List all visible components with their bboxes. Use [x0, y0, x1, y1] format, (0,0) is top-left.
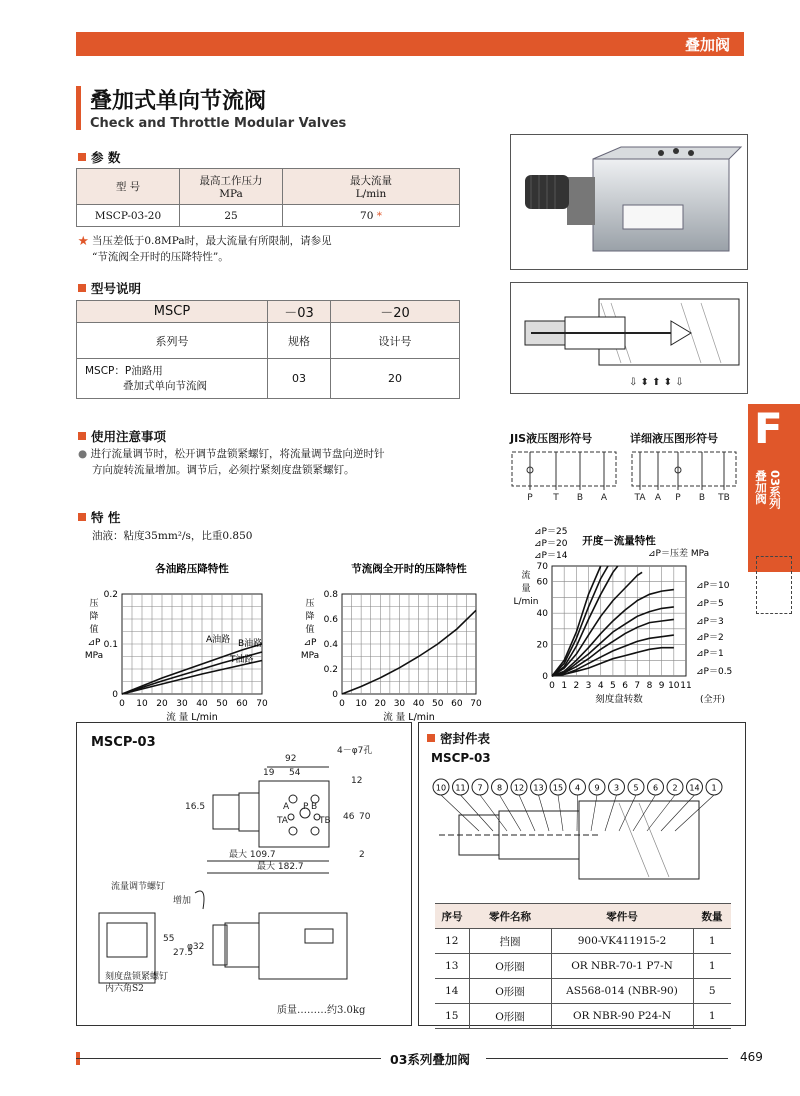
- table-row: 15 O形圈 OR NBR-90 P24-N 1: [435, 1004, 731, 1029]
- y-tick-label: 70: [536, 562, 548, 572]
- col-spec: 规格: [268, 323, 331, 359]
- x-tick-label: 2: [573, 681, 580, 691]
- table-row: 12 挡圈 900-VK411915-2 1: [435, 929, 731, 954]
- y-tick-label: 0.8: [323, 590, 338, 600]
- dims-title: MSCP-03: [91, 735, 156, 750]
- port-b: B: [311, 802, 318, 812]
- part-balloon-label: 9: [594, 783, 600, 793]
- y-axis-label: 流量 L/min: [513, 571, 539, 607]
- label-dial-screw: 刻度盘锁紧螺钉: [105, 972, 169, 982]
- x-tick-label: 20: [374, 699, 387, 709]
- detail-symbol-title: 详细液压图形符号: [630, 432, 718, 445]
- dim-46: 46: [343, 812, 355, 822]
- leader-line: [619, 795, 636, 831]
- x-extra-label: (全开): [700, 695, 726, 705]
- x-tick-label: 20: [156, 699, 168, 709]
- y-axis-label: 压降值⊿P MPa: [84, 599, 104, 661]
- x-tick-label: 9: [658, 681, 665, 691]
- leader-line: [577, 795, 578, 831]
- y-tick-label: 0: [112, 690, 118, 700]
- x-tick-label: 60: [236, 699, 248, 709]
- leader-line: [519, 795, 535, 831]
- x-tick-label: 50: [431, 699, 444, 709]
- series-label: ⊿P＝10: [696, 581, 730, 591]
- part-balloon-label: 8: [496, 783, 503, 793]
- jis-port-b: B: [576, 493, 584, 503]
- x-tick-label: 0: [119, 699, 125, 709]
- x-tick-label: 10: [355, 699, 367, 709]
- detail-port-ta: TA: [634, 493, 646, 503]
- col-model: 型 号: [77, 169, 180, 205]
- side-series: 03系列: [768, 470, 782, 510]
- part-balloon-label: 6: [652, 783, 659, 793]
- detail-port-b: B: [698, 493, 706, 503]
- x-tick-label: 10: [668, 681, 680, 691]
- part-balloon-label: 4: [574, 783, 581, 793]
- footer-rule-left: [76, 1058, 381, 1059]
- port-tb: TB: [319, 816, 331, 826]
- y-tick-label: 60: [536, 577, 548, 588]
- col-series: 系列号: [77, 323, 268, 359]
- x-tick-label: 4: [597, 681, 604, 691]
- dim-27-5: 27.5: [173, 948, 194, 958]
- section-view-icon: [511, 283, 747, 393]
- jis-port-t: T: [553, 493, 559, 503]
- title-accent: [76, 86, 81, 130]
- leader-line: [461, 795, 494, 831]
- label-adj-screw: 流量调节螺钉: [111, 882, 166, 892]
- leader-line: [661, 795, 695, 831]
- valve-photo-icon: [511, 135, 747, 269]
- side-letter: F: [754, 404, 783, 453]
- val-spec: 03: [268, 359, 331, 399]
- chart-title: 开度－流量特性: [582, 535, 656, 547]
- leader-line: [539, 795, 550, 831]
- opening-flow-chart: [500, 516, 742, 716]
- fluid-note: 油液：粘度35mm²/s，比重0.850: [92, 530, 253, 542]
- cell-pressure: 25: [180, 205, 283, 227]
- dim-19: 19: [263, 768, 275, 778]
- leader-line: [633, 795, 656, 831]
- x-tick-label: 11: [680, 681, 692, 691]
- val-design: 20: [331, 359, 460, 399]
- x-tick-label: 10: [136, 699, 148, 709]
- series-label: ⊿P＝5: [696, 599, 724, 609]
- model-heading: 型号说明: [78, 279, 141, 297]
- y-tick-label: 20: [536, 640, 548, 651]
- model-code: MSCP: [77, 301, 268, 323]
- y-tick-label: 0: [542, 672, 548, 682]
- leader-line: [558, 795, 563, 831]
- part-balloon-label: 2: [672, 783, 678, 793]
- char-heading: 特 性: [78, 508, 120, 526]
- x-tick-label: 40: [196, 699, 208, 709]
- seals-heading: 密封件表: [427, 729, 490, 747]
- model-size: －03: [268, 301, 331, 323]
- series-label: B油路: [238, 639, 263, 649]
- col-design: 设计号: [331, 323, 460, 359]
- cell-flow: 70 *: [283, 205, 460, 227]
- x-tick-label: 5: [610, 681, 616, 691]
- part-balloon-label: 5: [633, 783, 639, 793]
- y-tick-label: 0.4: [323, 640, 338, 650]
- detail-port-p: P: [675, 493, 681, 503]
- series-label: T油路: [230, 655, 254, 665]
- part-balloon-label: 7: [477, 783, 483, 793]
- series-label: ⊿P＝25: [534, 527, 568, 537]
- col-pressure: 最高工作压力 MPa: [180, 169, 283, 205]
- x-tick-label: 70: [256, 699, 268, 709]
- model-table: [76, 300, 460, 399]
- x-axis-label: 刻度盘转数: [595, 694, 643, 705]
- detail-port-tb: TB: [718, 493, 730, 503]
- y-tick-label: 0: [332, 690, 338, 700]
- hydraulic-symbols: [508, 446, 744, 502]
- table-row: 13 O形圈 OR NBR-70-1 P7-N 1: [435, 954, 731, 979]
- x-axis-label: 流 量 L/min: [383, 712, 435, 723]
- svg-text:⇩ ⬍ ⬆ ⬍ ⇩: ⇩ ⬍ ⬆ ⬍ ⇩: [629, 377, 684, 388]
- chart-title: 节流阀全开时的压降特性: [351, 563, 467, 575]
- side-index-box: [756, 556, 792, 614]
- footer-rule-right: [486, 1058, 728, 1059]
- legend-title: ⊿P＝压差 MPa: [648, 549, 710, 559]
- model-desc: MSCP：P油路用 叠加式单向节流阀: [77, 359, 268, 399]
- seals-table: [435, 903, 731, 1029]
- port-p: P: [303, 802, 309, 812]
- leader-line: [675, 795, 714, 831]
- x-tick-label: 30: [393, 699, 406, 709]
- leader-line: [591, 795, 597, 831]
- page-subtitle: Check and Throttle Modular Valves: [90, 116, 347, 131]
- chart-title: 各油路压降特性: [155, 563, 229, 575]
- series-label: ⊿P＝0.5: [696, 667, 733, 677]
- part-balloon-label: 3: [613, 783, 620, 793]
- x-tick-label: 7: [634, 681, 641, 691]
- dim-2: 2: [359, 850, 365, 860]
- section-drawing: [510, 282, 748, 394]
- dimension-drawing: [77, 723, 411, 1025]
- full-open-drop-chart: [290, 556, 490, 723]
- y-axis-label: 压降值⊿P MPa: [300, 599, 320, 661]
- label-hex: 内六角S2: [105, 984, 144, 994]
- caution-heading: 使用注意事项: [78, 427, 166, 445]
- x-tick-label: 40: [412, 699, 425, 709]
- table-row: 14 O形圈 AS568-014 (NBR-90) 5: [435, 979, 731, 1004]
- y-tick-label: 0.6: [323, 615, 338, 625]
- x-tick-label: 0: [549, 681, 555, 691]
- series-label: ⊿P＝1: [696, 649, 724, 659]
- y-tick-label: 40: [536, 609, 548, 620]
- side-tab: [748, 404, 800, 572]
- dim-54: 54: [289, 768, 301, 778]
- x-tick-label: 0: [339, 699, 345, 709]
- series-label: A油路: [206, 635, 231, 645]
- params-table: [76, 168, 460, 227]
- label-mass: 质量………约3.0kg: [277, 1005, 366, 1016]
- jis-symbol-title: JIS液压图形符号: [510, 432, 593, 445]
- part-balloon-label: 10: [435, 783, 447, 793]
- port-a: A: [283, 802, 290, 812]
- product-photo: [510, 134, 748, 270]
- series-line: [552, 566, 618, 676]
- y-tick-label: 0.1: [103, 640, 118, 650]
- x-tick-label: 8: [646, 681, 653, 691]
- jis-port-p: P: [527, 493, 533, 503]
- port-ta: TA: [277, 816, 288, 826]
- dimensions-panel: [76, 722, 412, 1026]
- jis-port-a: A: [600, 493, 608, 503]
- params-heading: 参 数: [78, 148, 120, 166]
- part-balloon-label: 11: [455, 783, 466, 793]
- x-tick-label: 3: [585, 681, 592, 691]
- col-flow: 最大流量 L/min: [283, 169, 460, 205]
- x-tick-label: 30: [176, 699, 188, 709]
- model-set: －20: [331, 301, 460, 323]
- x-tick-label: 6: [622, 681, 628, 691]
- col-qty: 数量: [693, 904, 731, 929]
- dim-92: 92: [285, 754, 297, 764]
- dim-55: 55: [163, 934, 175, 944]
- dim-phi32: φ32: [187, 942, 205, 952]
- x-tick-label: 70: [470, 699, 482, 709]
- col-no: 序号: [435, 904, 469, 929]
- caution-text: ● 进行流量调节时，松开调节盘锁紧螺钉，将流量调节盘向逆时针 方向旋转流量增加。调节后，必须拧紧刻度盘锁紧螺钉。: [78, 448, 385, 476]
- part-balloon-label: 14: [689, 783, 700, 793]
- label-increase: 增加: [173, 896, 192, 906]
- series-label: ⊿P＝3: [696, 617, 724, 627]
- leader-line: [647, 795, 675, 831]
- series-label: ⊿P＝14: [534, 551, 568, 561]
- part-balloon-label: 1: [711, 783, 717, 793]
- x-tick-label: 60: [451, 699, 463, 709]
- footer-series: 03系列叠加阀: [390, 1052, 470, 1067]
- dim-12: 12: [351, 776, 363, 786]
- category-label: 叠加阀: [684, 36, 730, 54]
- dim-16-5: 16.5: [185, 802, 206, 812]
- params-note: ★ 当压差低于0.8MPa时，最大流量有所限制，请参见 “节流阀全开时的压降特性”。: [78, 235, 332, 263]
- x-tick-label: 1: [561, 681, 568, 691]
- y-tick-label: 0.2: [103, 590, 118, 600]
- leader-line: [441, 795, 479, 831]
- dim-holes: 4－φ7孔: [337, 746, 373, 756]
- part-balloon-label: 15: [552, 783, 564, 793]
- detail-port-a: A: [654, 493, 662, 503]
- y-tick-label: 0.2: [323, 665, 338, 675]
- cell-model: MSCP-03-20: [77, 205, 180, 227]
- col-name: 零件名称: [469, 904, 551, 929]
- leader-line: [605, 795, 617, 831]
- x-axis-label: 流 量 L/min: [166, 712, 218, 723]
- category-bar: [76, 32, 744, 56]
- dim-max1: 最大 109.7: [229, 850, 276, 860]
- side-name: 叠加阀: [754, 470, 768, 505]
- seal-drawing: [419, 771, 745, 911]
- series-label: ⊿P＝2: [696, 633, 724, 643]
- col-part: 零件号: [551, 904, 693, 929]
- dim-max2: 最大 182.7: [257, 862, 304, 872]
- seals-panel: [418, 722, 746, 1026]
- series-label: ⊿P＝20: [534, 539, 568, 549]
- part-balloon-label: 12: [513, 783, 525, 793]
- page-title: 叠加式单向节流阀: [90, 89, 267, 114]
- x-tick-label: 50: [216, 699, 228, 709]
- pressure-drop-chart: [78, 556, 278, 723]
- part-balloon-label: 13: [533, 783, 544, 793]
- page-number: 469: [740, 1050, 763, 1064]
- seals-model: MSCP-03: [431, 751, 491, 765]
- dim-70: 70: [359, 812, 371, 822]
